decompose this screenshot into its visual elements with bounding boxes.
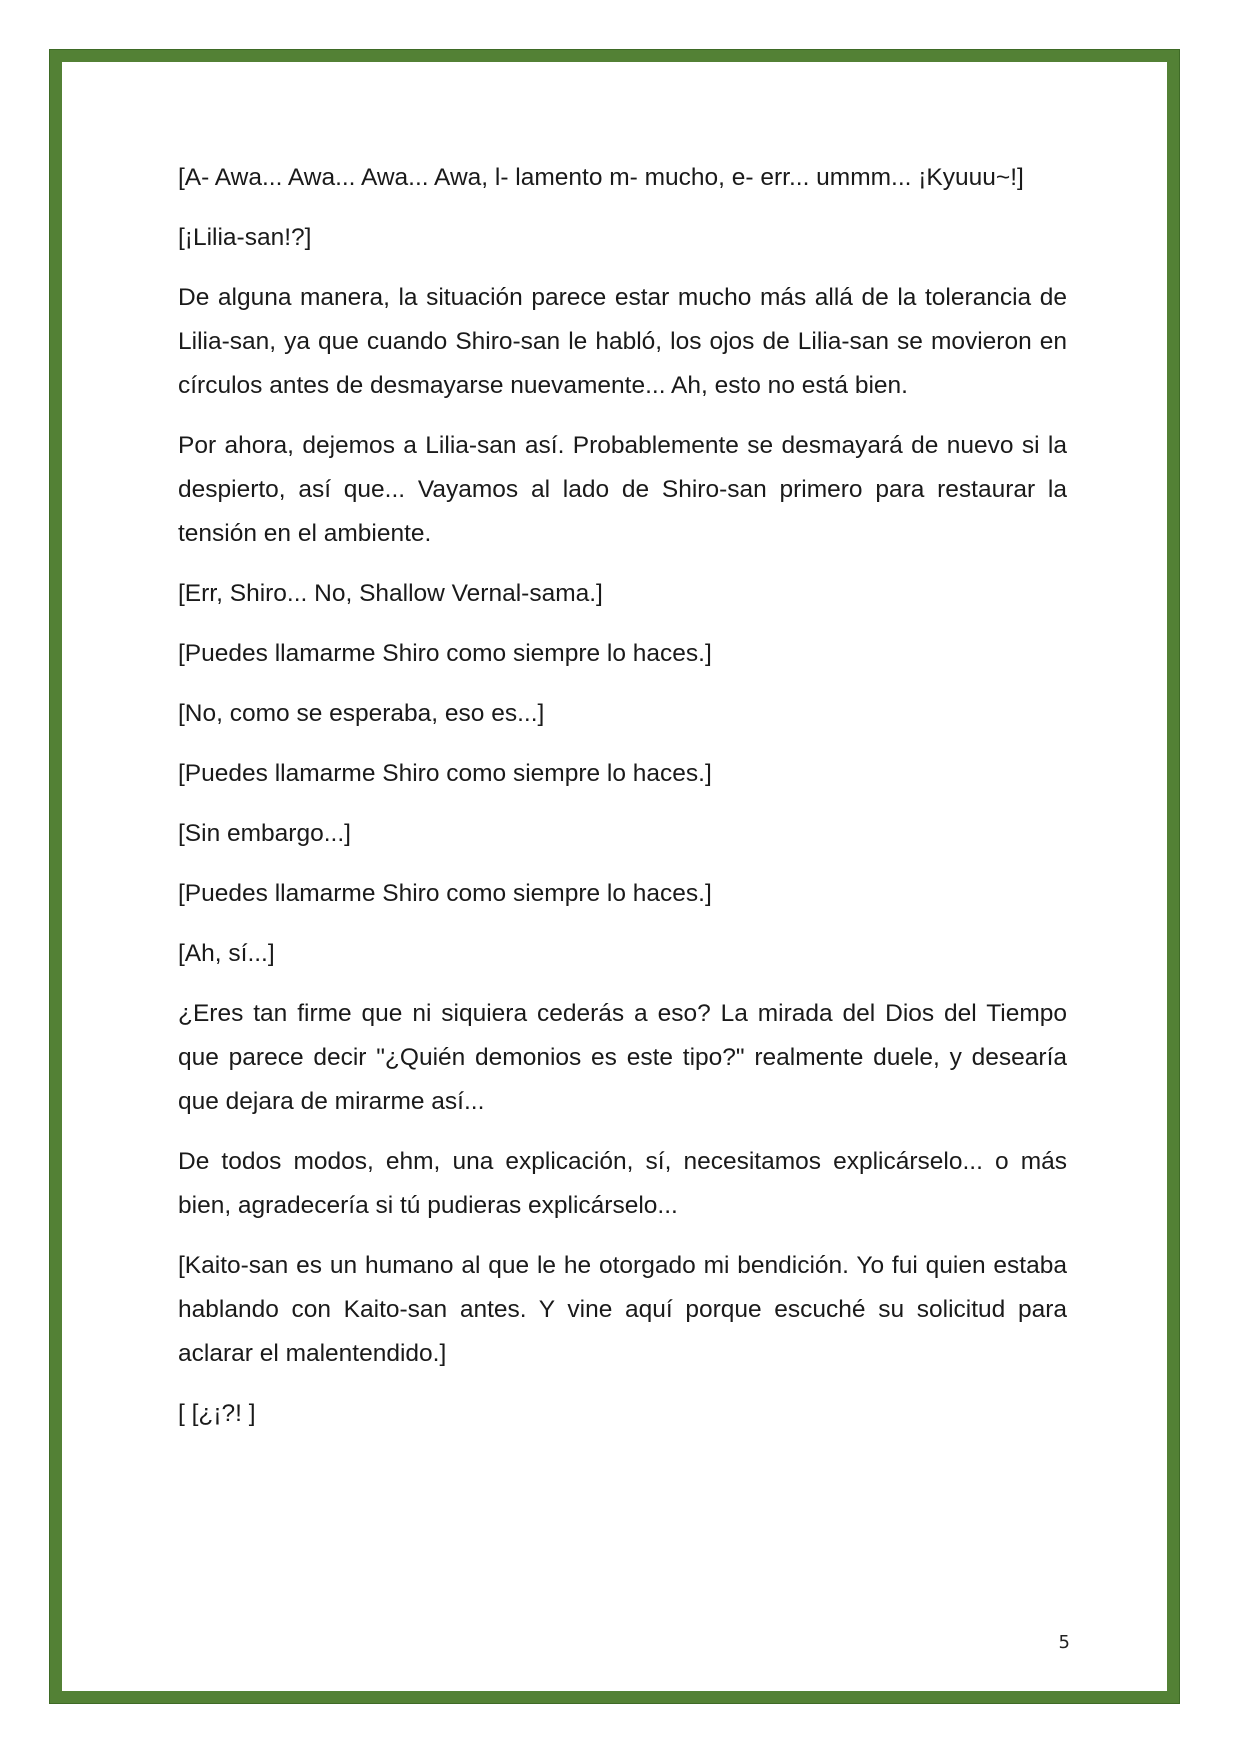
paragraph: [Puedes llamarme Shiro como siempre lo haces.]: [178, 880, 712, 907]
paragraph: [Kaito-san es un humano al que le he otorgado mi bendición. Yo fui quien estaba hablando con Kaito-san antes. Y vine aquí porque escuché su solicitud para aclarar el malentendido.]: [178, 1252, 1067, 1367]
document-body: [178, 156, 1067, 1452]
paragraph: [¡Lilia-san!?]: [178, 224, 312, 251]
paragraph: [Puedes llamarme Shiro como siempre lo haces.]: [178, 640, 712, 667]
paragraph: Por ahora, dejemos a Lilia-san así. Probablemente se desmayará de nuevo si la despierto, así que... Vayamos al lado de Shiro-san primero para restaurar la tensión en el ambiente.: [178, 432, 1067, 547]
paragraph: De todos modos, ehm, una explicación, sí, necesitamos explicárselo... o más bien, agradecería si tú pudieras explicárselo...: [178, 1148, 1067, 1219]
paragraph: De alguna manera, la situación parece estar mucho más allá de la tolerancia de Lilia-san, ya que cuando Shiro-san le habló, los ojos de Lilia-san se movieron en círculos antes de desmayarse nuevamente... Ah, esto no está bien.: [178, 284, 1067, 399]
paragraph: [ [¿¡?! ]: [178, 1400, 256, 1427]
paragraph: [Puedes llamarme Shiro como siempre lo haces.]: [178, 760, 712, 787]
paragraph: [Ah, sí...]: [178, 940, 275, 967]
paragraph: [A- Awa... Awa... Awa... Awa, l- lamento m- mucho, e- err... ummm... ¡Kyuuu~!]: [178, 164, 1024, 191]
page-number: 5: [1058, 1632, 1070, 1653]
paragraph: [Sin embargo...]: [178, 820, 351, 847]
paragraph: [Err, Shiro... No, Shallow Vernal-sama.]: [178, 580, 603, 607]
paragraph: ¿Eres tan firme que ni siquiera cederás a eso? La mirada del Dios del Tiempo que parece decir "¿Quién demonios es este tipo?" realmente duele, y desearía que dejara de mirarme así...: [178, 1000, 1067, 1115]
paragraph: [No, como se esperaba, eso es...]: [178, 700, 545, 727]
